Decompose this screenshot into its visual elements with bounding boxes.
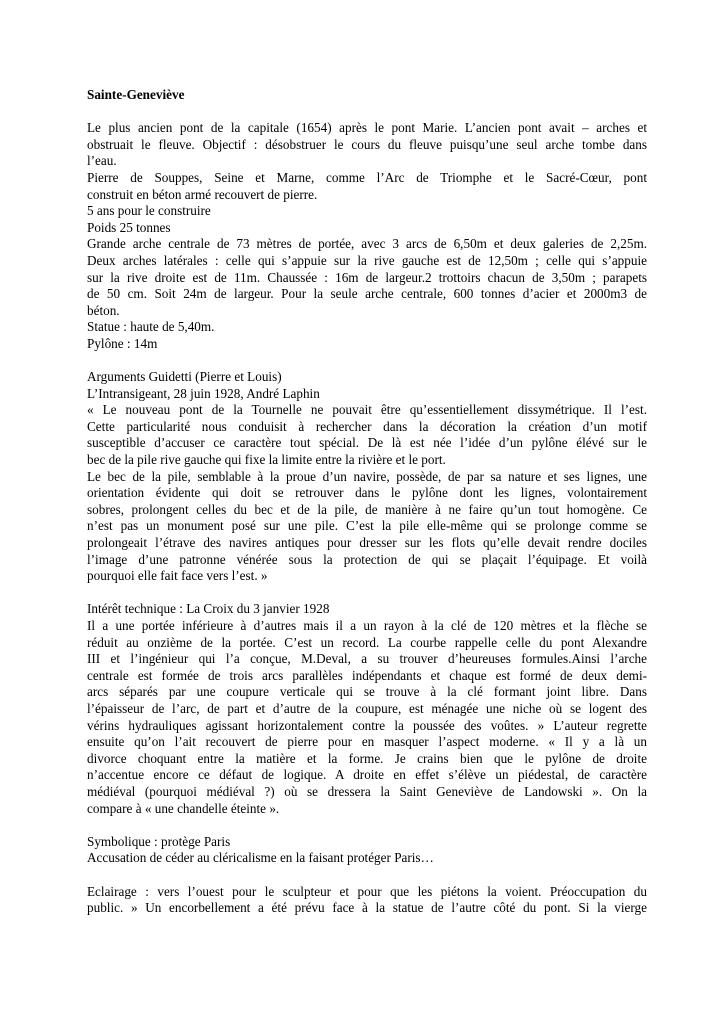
text-line: Symbolique : protège Paris [87,833,231,849]
section-symbolique [87,834,647,867]
text-line: compare à « une chandelle éteinte ». [87,800,280,816]
text-line: orientation évidente qui doit se retrouver dans le pylône dont les lignes, volontairement [87,485,647,501]
text-line: sobres, prolongent celles du bec et de la pile, de manière à ne faire qu’un tout homogène. Ce [87,501,647,517]
text-line: Statue : haute de 5,40m. [87,319,215,335]
text-line: L’Intransigeant, 28 juin 1928, André Laphin [87,385,320,401]
text-line: Pierre de Souppes, Seine et Marne, comme l’Arc de Triomphe et le Sacré-Cœur, pont [87,169,647,185]
text-line: 5 ans pour le construire [87,203,211,219]
document-body [87,120,647,917]
text-line: « Le nouveau pont de la Tournelle ne pouvait être qu’essentiellement dissymétrique. Il l’est. [87,402,647,418]
text-line: béton. [87,302,120,318]
text-line: susceptible d’accuser ce caractère tout spécial. De là est née l’idée d’un pylône élévé sur le [87,435,647,451]
text-line: Intérêt technique : La Croix du 3 janvier 1928 [87,601,330,617]
text-line: pourquoi elle fait face vers l’est. » [87,568,268,584]
text-line: ensuite qu’on l’ait recouvert de pierre pour en masquer l’aspect moderne. « Il y a là un [87,734,647,750]
text-line: sur la rive droite est de 11m. Chaussée : 16m de largeur.2 trottoirs chacun de 3,50m ; parapets [87,269,647,285]
text-line: Grande arche centrale de 73 mètres de portée, avec 3 arcs de 6,50m et deux galeries de 2,25m. [87,236,647,252]
text-line: de 50 cm. Soit 24m de largeur. Pour la seule arche centrale, 600 tonnes d’acier et 2000m3 de [87,286,647,302]
text-line: prolongeait l’étrave des navires antiques pour dresser sur les flots qu’elle devait rendre dociles [87,535,647,551]
text-line: Il a une portée inférieure à d’autres mais il a un rayon à la clé de 120 mètres et la flèche se [87,618,647,633]
text-line: vérins hydrauliques agissant horizontalement contre la poussée des voûtes. » L’auteur regrette [87,717,647,733]
document-page [87,87,647,933]
text-line: centrale est formée de trois arcs parallèles indépendants et chaque est formé de deux demi- [87,667,647,683]
text-line: arcs séparés par une coupure verticale qui se trouve à la clé formant joint libre. Dans [87,684,647,700]
text-line: Poids 25 tonnes [87,219,171,235]
text-line: n’est pas un monument posé sur une pile. C’est la pile elle-même qui se prolonge comme se [87,518,647,534]
text-line: Deux arches latérales : celle qui s’appuie sur la rive gauche est de 12,50m ; celle qui s’appuie [87,252,647,268]
text-line: Le plus ancien pont de la capitale (1654) après le pont Marie. L’ancien pont avait – arches et [87,120,647,136]
section-interet [87,601,647,817]
document-title: Sainte-Geneviève [87,87,185,102]
text-line: médiéval (pourquoi médiéval ?) où se dressera la Saint Geneviève de Landowski ». On la [87,783,647,799]
text-line: Le bec de la pile, semblable à la proue d’un navire, possède, de par sa nature et ses lignes, une [87,468,647,484]
text-line: l’image d’une patronne vénérée sous la protection de qui se plaçait l’équipage. Et voilà [87,551,647,567]
text-line: Accusation de céder au cléricalisme en la faisant protéger Paris… [87,850,434,866]
section-eclairage [87,884,647,917]
text-line: III et l’ingénieur qui l’a conçue, M.Deval, a su trouver d’heureuses formules.Ainsi l’arche [87,651,647,667]
text-line: construit en béton armé recouvert de pierre. [87,186,318,202]
text-line: n’accentue encore ce défaut de logique. A droite en effet s’élève un piédestal, de caractère [87,767,647,783]
text-line: divorce choquant entre la matière et la forme. Je crains bien que le pylône de droite [87,750,647,766]
text-line: Cette particularité nous conduisit à rechercher dans la décoration la création d’un motif [87,418,647,434]
text-line: bec de la pile rive gauche qui fixe la limite entre la rivière et le port. [87,452,446,468]
text-line: l’épaisseur de l’arc, de part et d’autre de la coupure, est ménagée une niche où se logent des [87,700,647,716]
text-line: Pylône : 14m [87,335,158,351]
section-intro [87,120,647,352]
text-line: réduit au onzième de la portée. C’est un record. La courbe rappelle celle du pont Alexandre [87,634,647,650]
section-arguments [87,369,647,585]
text-line: Arguments Guidetti (Pierre et Louis) [87,369,282,385]
text-line: obstruait le fleuve. Objectif : désobstruer le cours du fleuve puisqu’une seul arche tombe dans [87,136,647,152]
text-line: l’eau. [87,153,117,169]
text-line: Eclairage : vers l’ouest pour le sculpteur et pour que les piétons la voient. Préoccupation du [87,883,647,899]
text-line: public. » Un encorbellement a été prévu face à la statue de l’autre côté du pont. Si la vierge [87,900,647,916]
